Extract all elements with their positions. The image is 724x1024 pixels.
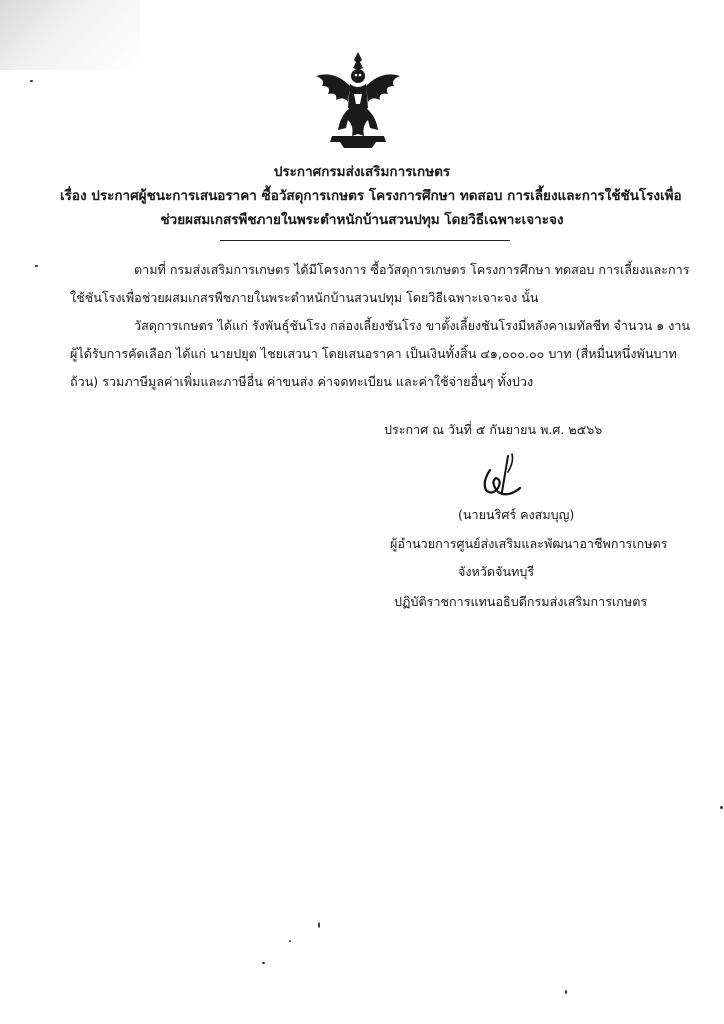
agency-title: ประกาศกรมส่งเสริมการเกษตร — [273, 164, 451, 180]
scan-speck — [30, 80, 33, 82]
signer-position-2: จังหวัดจันทบุรี — [458, 564, 535, 579]
announcement-date: ประกาศ ณ วันที่ ๕ กันยายน พ.ศ. ๒๕๖๖ — [384, 422, 603, 437]
scan-speck — [720, 806, 723, 809]
body-line-2: ใช้ชันโรงเพื่อช่วยผสมเกสรพืชภายในพระตำหนักบ้านสวนปทุม โดยวิธีเฉพาะเจาะจง นั้น — [70, 290, 539, 305]
scan-speck — [565, 990, 567, 994]
body-line-1: ตามที่ กรมส่งเสริมการเกษตร ได้มีโครงการ ซื้อวัสดุการเกษตร โครงการศึกษา ทดสอบ การเลี้ยงและการ — [134, 262, 690, 277]
handwritten-signature — [468, 452, 538, 500]
scan-speck — [35, 265, 38, 267]
subject-line-1: เรื่อง ประกาศผู้ชนะการเสนอราคา ซื้อวัสดุการเกษตร โครงการศึกษา ทดสอบ การเลี้ยงและการใช้ชันโรงเพื่อ — [60, 188, 682, 204]
subject-line-2: ช่วยผสมเกสรพืชภายในพระตำหนักบ้านสวนปทุม โดยวิธีเฉพาะเจาะจง — [160, 212, 564, 228]
body-line-3: วัสดุการเกษตร ได้แก่ รังพันธุ์ชันโรง กล่องเลี้ยงชันโรง ขาตั้งเลี้ยงชันโรงมีหลังคาเมทัลชีท จำนวน ๑ งาน — [134, 318, 691, 333]
scan-speck — [289, 940, 291, 942]
scan-shadow — [0, 0, 140, 70]
garuda-emblem — [310, 50, 406, 150]
body-line-5: ถ้วน) รวมภาษีมูลค่าเพิ่มและภาษีอื่น ค่าขนส่ง ค่าจดทะเบียน และค่าใช้จ่ายอื่นๆ ทั้งปวง — [70, 374, 534, 389]
signer-position-3: ปฏิบัติราชการแทนอธิบดีกรมส่งเสริมการเกษตร — [394, 594, 648, 609]
signer-position-1: ผู้อำนวยการศูนย์ส่งเสริมและพัฒนาอาชีพการเกษตร — [390, 536, 668, 551]
title-divider — [220, 240, 510, 241]
signer-name: (นายนริศร์ คงสมบุญ) — [458, 507, 575, 522]
scan-speck — [262, 962, 265, 964]
scan-speck — [318, 922, 320, 928]
body-line-4: ผู้ได้รับการคัดเลือก ได้แก่ นายปยุต ไชยเสวนา โดยเสนอราคา เป็นเงินทั้งสิ้น ๔๑,๐๐๐.๐๐ บาท (สี่หมื่นหนึ่งพันบาท — [70, 346, 677, 361]
